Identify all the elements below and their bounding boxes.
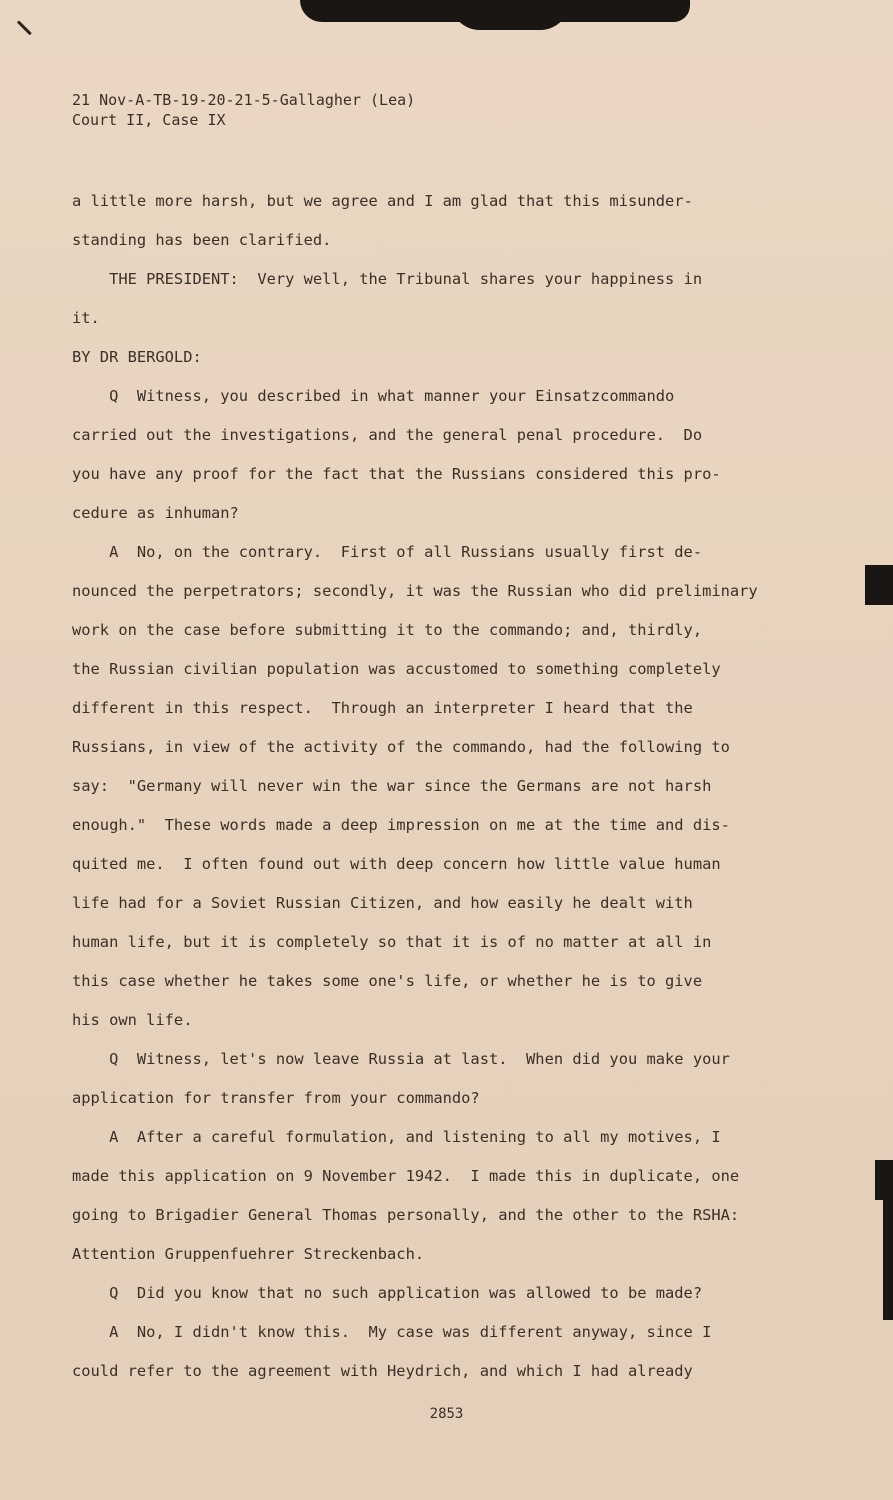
text-line: standing has been clarified. bbox=[72, 231, 332, 249]
header-reference-line: 21 Nov-A-TB-19-20-21-5-Gallagher (Lea) bbox=[72, 91, 416, 109]
text-line: carried out the investigations, and the general penal procedure. Do bbox=[72, 426, 703, 444]
text-line: Q Witness, let's now leave Russia at last. When did you make your bbox=[72, 1050, 730, 1068]
text-line: Q Witness, you described in what manner your Einsatzcommando bbox=[72, 387, 675, 405]
text-line: Russians, in view of the activity of the commando, had the following to bbox=[72, 738, 730, 756]
text-line: could refer to the agreement with Heydrich, and which I had already bbox=[72, 1362, 693, 1380]
corner-mark bbox=[17, 20, 32, 35]
torn-right-edge bbox=[875, 1160, 893, 1200]
text-line: work on the case before submitting it to the commando; and, thirdly, bbox=[72, 621, 703, 639]
text-line: A No, on the contrary. First of all Russians usually first de- bbox=[72, 543, 703, 561]
text-line: his own life. bbox=[72, 1011, 193, 1029]
text-line: it. bbox=[72, 309, 100, 327]
text-line: this case whether he takes some one's life, or whether he is to give bbox=[72, 972, 703, 990]
text-line: A No, I didn't know this. My case was different anyway, since I bbox=[72, 1323, 712, 1341]
text-line: human life, but it is completely so that it is of no matter at all in bbox=[72, 933, 712, 951]
text-line: say: "Germany will never win the war since the Germans are not harsh bbox=[72, 777, 712, 795]
text-line: going to Brigadier General Thomas personally, and the other to the RSHA: bbox=[72, 1206, 740, 1224]
text-line: quited me. I often found out with deep concern how little value human bbox=[72, 855, 721, 873]
page-number: 2853 bbox=[429, 1406, 464, 1422]
text-line: cedure as inhuman? bbox=[72, 504, 239, 522]
text-line: Q Did you know that no such application was allowed to be made? bbox=[72, 1284, 703, 1302]
text-line: the Russian civilian population was accustomed to something completely bbox=[72, 660, 721, 678]
text-line: A After a careful formulation, and listening to all my motives, I bbox=[72, 1128, 721, 1146]
text-line: different in this respect. Through an interpreter I heard that the bbox=[72, 699, 693, 717]
text-line: made this application on 9 November 1942. I made this in duplicate, one bbox=[72, 1167, 740, 1185]
text-line: THE PRESIDENT: Very well, the Tribunal shares your happiness in bbox=[72, 270, 703, 288]
text-line: application for transfer from your commando? bbox=[72, 1089, 480, 1107]
text-line: Attention Gruppenfuehrer Streckenbach. bbox=[72, 1245, 425, 1263]
torn-right-edge bbox=[865, 565, 893, 605]
text-line: you have any proof for the fact that the Russians considered this pro- bbox=[72, 465, 721, 483]
text-line: a little more harsh, but we agree and I am glad that this misunder- bbox=[72, 192, 693, 210]
header-court-line: Court II, Case IX bbox=[72, 111, 226, 129]
torn-right-edge bbox=[883, 1200, 893, 1320]
text-line: nounced the perpetrators; secondly, it was the Russian who did preliminary bbox=[72, 582, 758, 600]
text-line: BY DR BERGOLD: bbox=[72, 348, 202, 366]
text-line: life had for a Soviet Russian Citizen, and how easily he dealt with bbox=[72, 894, 693, 912]
text-line: enough." These words made a deep impression on me at the time and dis- bbox=[72, 816, 730, 834]
document-header bbox=[72, 90, 415, 130]
torn-top-edge-notch bbox=[450, 0, 570, 30]
transcript-body bbox=[72, 190, 802, 1399]
